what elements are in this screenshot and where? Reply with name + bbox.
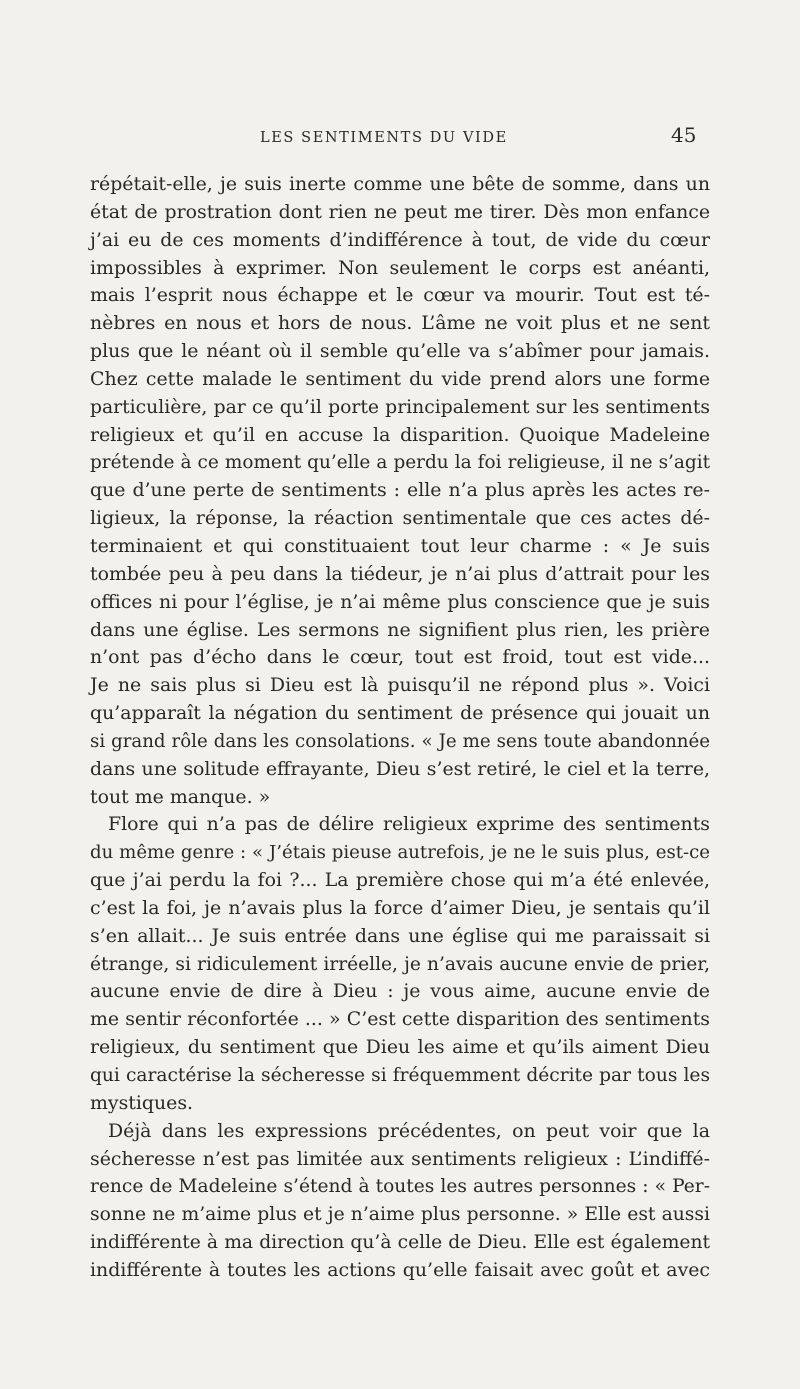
text-line: j’ai eu de ces moments d’indifférence à tout, de vide du cœur [90,228,710,251]
text-line: étrange, si ridiculement irréelle, je n’avais aucune envie de prier, [90,953,710,975]
text-line: que d’une perte de sentiments : elle n’a plus après les actes re- [90,479,710,502]
text-line: mystiques. [90,1091,194,1114]
text-line: état de prostration dont rien ne peut me tirer. Dès mon enfance [90,200,710,223]
text-line: du même genre : « J’étais pieuse autrefois, je ne le suis plus, est-ce [90,842,710,864]
text-line: prétende à ce moment qu’elle a perdu la foi religieuse, il ne s’agit [90,452,710,474]
text-line: qu’apparaît la négation du sentiment de présence qui jouait un [90,702,710,725]
text-line: répétait-elle, je suis inerte comme une bête de somme, dans un [90,173,710,195]
text-line: tombée peu à peu dans la tiédeur, je n’ai plus d’attrait pour les [90,562,710,585]
text-line: aucune envie de dire à Dieu : je vous aime, aucune envie de [90,980,710,1003]
text-line: Chez cette malade le sentiment du vide prend alors une forme [90,367,710,390]
text-line: indifférente à ma direction qu’à celle de Dieu. Elle est également [90,1232,710,1254]
text-line: Je ne sais plus si Dieu est là puisqu’il ne répond plus ». Voici [90,674,710,697]
text-line: s’en allait... Je suis entrée dans une église qui me paraissait si [90,924,710,947]
text-line: n’ont pas d’écho dans le cœur, tout est froid, tout est vide... [90,646,710,669]
text-line: religieux, du sentiment que Dieu les aime et qu’ils aiment Dieu [90,1036,710,1059]
body-text [90,171,710,1285]
text-line: indifférente à toutes les actions qu’elle faisait avec goût et avec [90,1258,710,1281]
text-line: rence de Madeleine s’étend à toutes les autres personnes : « Per- [90,1176,710,1198]
text-line: que j’ai perdu la foi ?... La première chose qui m’a été enlevée, [90,869,710,892]
text-line: ligieux, la réponse, la réaction sentimentale que ces actes dé- [90,507,710,530]
text-line: c’est la foi, je n’avais plus la force d’aimer Dieu, je sentais qu’il [90,896,710,919]
text-line: Déjà dans les expressions précédentes, on peut voir que la [108,1119,710,1142]
text-line: plus que le néant où il semble qu’elle va s’abîmer pour jamais. [90,340,710,363]
text-line: dans une église. Les sermons ne signifient plus rien, les prière [90,618,710,641]
text-line: qui caractérise la sécheresse si fréquemment décrite par tous les [90,1065,710,1086]
running-head [0,120,800,160]
text-line: me sentir réconfortée ... » C’est cette disparition des sentiments [90,1008,710,1031]
text-line: mais l’esprit nous échappe et le cœur va mourir. Tout est té- [90,284,710,307]
text-line: offices ni pour l’église, je n’ai même plus conscience que je suis [90,590,710,613]
text-line: sécheresse n’est pas limitée aux sentiments religieux : L’indiffé- [90,1147,710,1170]
text-line: nèbres en nous et hors de nous. L’âme ne voit plus et ne sent [90,312,710,335]
text-line: terminaient et qui constituaient tout leur charme : « Je suis [90,534,710,557]
text-line: tout me manque. » [90,785,271,808]
text-line: si grand rôle dans les consolations. « Je me sens toute abandonnée [90,730,710,752]
text-line: religieux et qu’il en accuse la disparition. Quoique Madeleine [90,423,710,446]
text-line: Flore qui n’a pas de délire religieux exprime des sentiments [108,813,710,836]
page-number: 45 [671,123,697,147]
text-line: sonne ne m’aime plus et je n’aime plus personne. » Elle est aussi [90,1204,710,1226]
text-line: particulière, par ce qu’il porte principalement sur les sentiments [90,396,710,418]
running-title: LES SENTIMENTS DU VIDE [260,130,508,146]
text-line: dans une solitude effrayante, Dieu s’est retiré, le ciel et la terre, [90,757,710,780]
text-line: impossibles à exprimer. Non seulement le corps est anéanti, [90,256,710,279]
